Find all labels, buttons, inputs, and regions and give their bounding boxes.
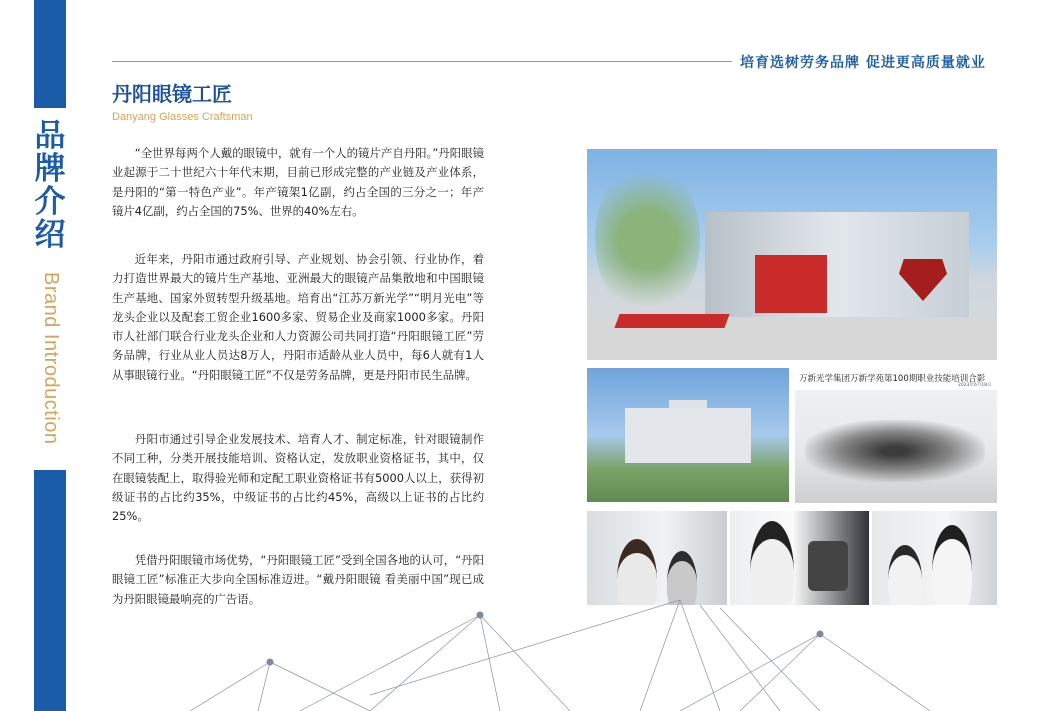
header-slogan: 培育选树劳务品牌 促进更高质量就业 (740, 55, 986, 71)
header-rule (112, 61, 732, 62)
photo-person (617, 539, 657, 605)
photo-group-people (805, 420, 985, 482)
photo-company-headquarters (587, 368, 789, 502)
article-paragraph-2: 近年来，丹阳市通过政府引导、产业规划、协会引领、行业协作，着力打造世界最大的镜片生产基地、亚洲最大的眼镜产品集散地和中国眼镜生产基地、国家外贸转型升级基地。培育出“江苏万新光学”“明月光电”等龙头企业以及配套工贸企业1600多家、贸易企业及商家1000多家。丹阳市人社部门联合行业龙头企业和人力资源公司共同打造“丹阳眼镜工匠”劳务品牌，行业从业人员达8万人，丹阳市适龄从业人员中，每6人就有1人从事眼镜行业。“丹阳眼镜工匠”不仅是劳务品牌，更是丹阳市民生品牌。 (112, 252, 484, 382)
photo-device (808, 541, 848, 591)
photo-person (667, 551, 697, 605)
article-subtitle: Danyang Glasses Craftsman (112, 111, 253, 123)
photo-optometry-training-1 (587, 511, 727, 605)
section-title-char: 介 (34, 184, 66, 220)
group-photo-date: 2023年6月18日 (958, 383, 992, 388)
group-photo-caption: 万新光学集团万新学苑第100期职业技能培训合影 (799, 374, 986, 384)
section-title-vertical-cn (31, 120, 69, 252)
photo-training-group (795, 390, 997, 503)
photo-tree (595, 159, 700, 319)
section-title-char: 品 (34, 118, 66, 154)
photo-optometry-training-3 (872, 511, 997, 605)
photo-person (932, 525, 972, 605)
article-paragraph-3: 丹阳市通过引导企业发展技术、培育人才、制定标准，针对眼镜制作不同工种，分类开展技能培训、资格认定，发放职业资格证书，其中，仅在眼镜装配上，取得验光师和定配工职业资格证书有5000人以上，获得初级证书的占比约35%，中级证书的占比约45%，高级以上证书的占比约25%。 (112, 432, 484, 524)
photo-person (888, 545, 922, 605)
article-paragraph-1: “全世界每两个人戴的眼镜中，就有一个人的镜片产自丹阳。”丹阳眼镜业起源于二十世纪六十年代末期，目前已形成完整的产业链及产业体系，是丹阳的“第一特色产业”。年产镜架1亿副，约占全国的三分之一；年产镜片4亿副，约占全国的75%、世界的40%左右。 (112, 146, 484, 218)
photo-optometry-training-2 (730, 511, 869, 605)
section-title-vertical-en: Brand Introduction (40, 272, 62, 445)
section-title-char: 绍 (34, 217, 66, 253)
photo-exhibition-building (587, 149, 997, 360)
article-title: 丹阳眼镜工匠 (112, 82, 232, 106)
section-title-char: 牌 (34, 151, 66, 187)
side-accent-bar-top (34, 0, 66, 108)
photo-hq-building (625, 408, 751, 463)
side-accent-bar-bottom (34, 470, 66, 711)
photo-red-sign (614, 314, 729, 328)
photo-red-entrance (755, 255, 827, 313)
article-paragraph-4: 凭借丹阳眼镜市场优势，“丹阳眼镜工匠”受到全国各地的认可，“丹阳眼镜工匠”标准正大步向全国标准迈进。“戴丹阳眼镜 看美丽中国”现已成为丹阳眼镜最响亮的广告语。 (112, 553, 484, 606)
photo-person (750, 521, 794, 605)
